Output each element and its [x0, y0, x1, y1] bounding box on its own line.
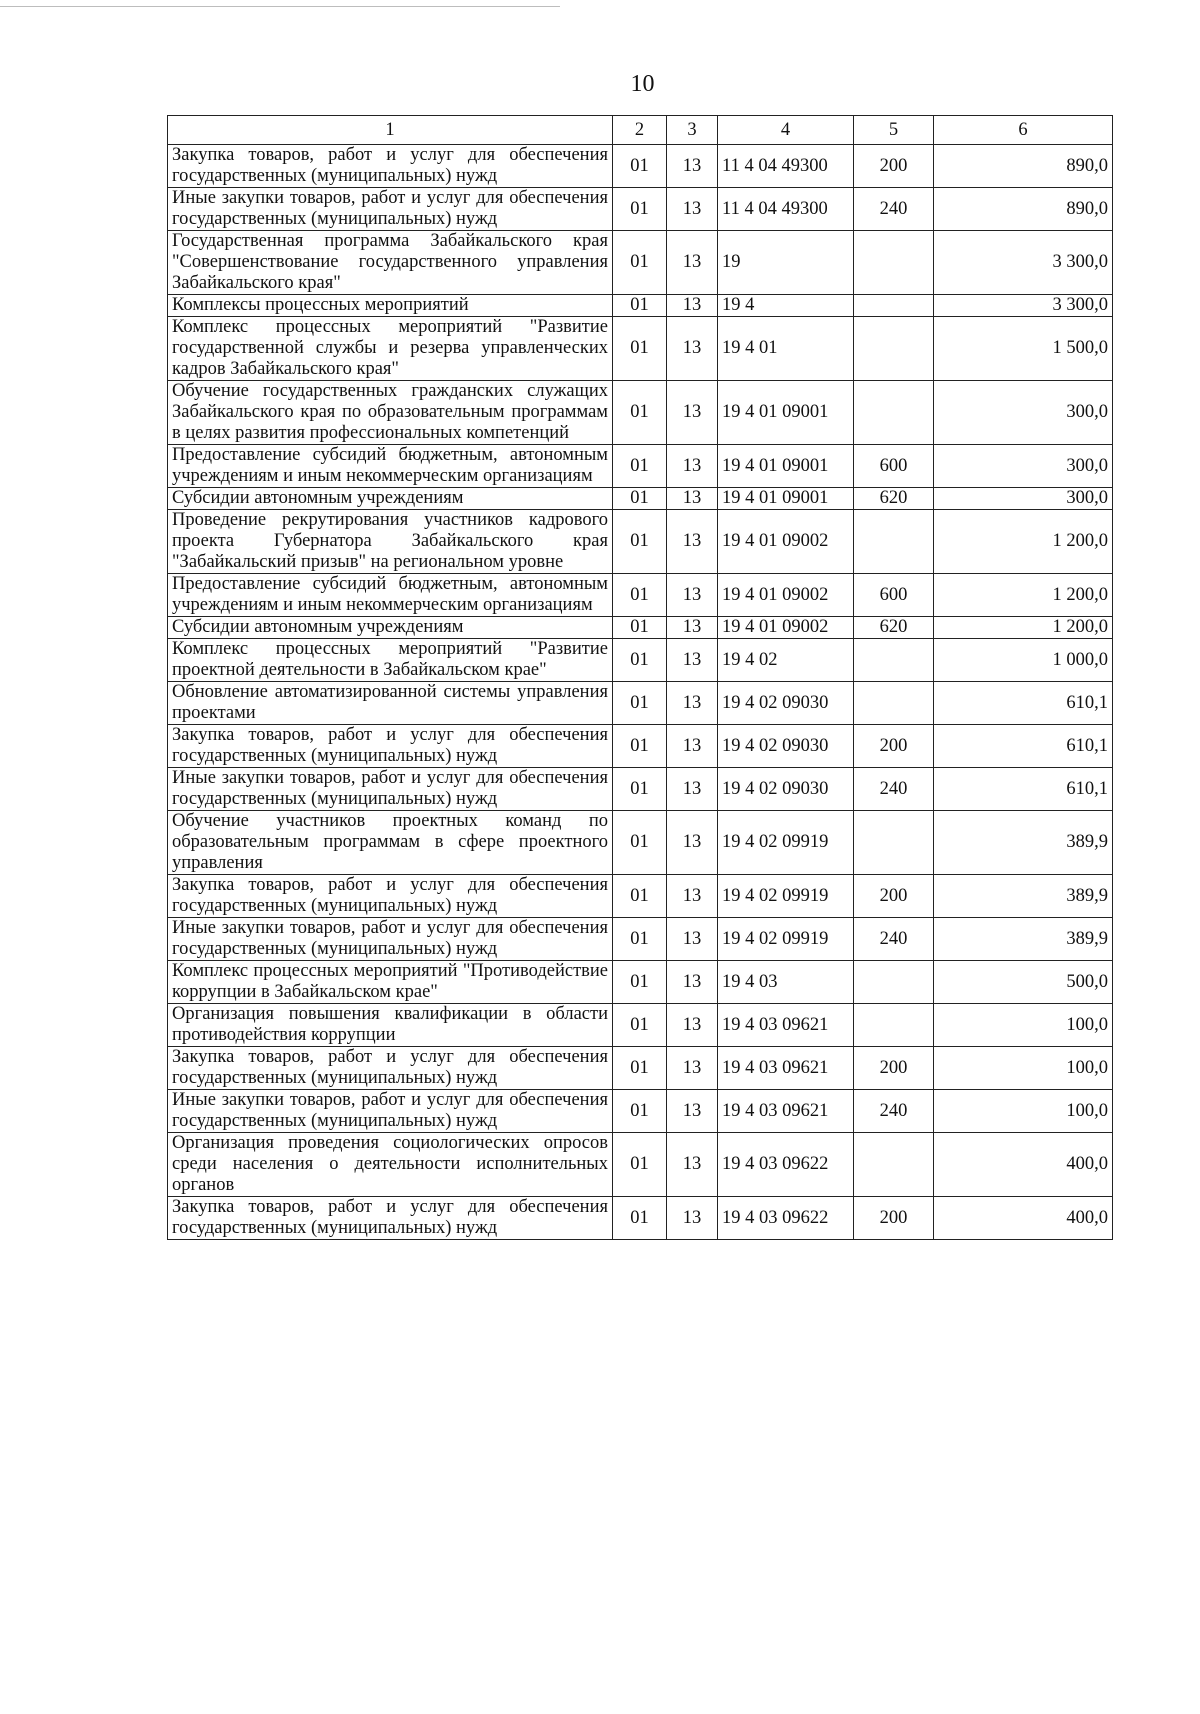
- section-code-cell: 01: [613, 875, 667, 918]
- expense-type-cell: 620: [854, 617, 934, 639]
- section-code-cell: 01: [613, 617, 667, 639]
- section-code-cell: 01: [613, 295, 667, 317]
- expense-type-cell: [854, 381, 934, 445]
- subsection-code-cell: 13: [667, 295, 718, 317]
- table-row: [168, 961, 1113, 1004]
- section-code-cell: 01: [613, 574, 667, 617]
- section-code-cell: 01: [613, 639, 667, 682]
- subsection-code-cell: 13: [667, 1197, 718, 1240]
- table-row: [168, 617, 1113, 639]
- section-code-cell: 01: [613, 768, 667, 811]
- expense-type-cell: 600: [854, 445, 934, 488]
- expense-type-cell: 200: [854, 145, 934, 188]
- subsection-code-cell: 13: [667, 811, 718, 875]
- row-name-cell: Предоставление субсидий бюджетным, автономным учреждениям и иным некоммерческим организациям: [168, 445, 613, 488]
- subsection-code-cell: 13: [667, 768, 718, 811]
- table-row: [168, 875, 1113, 918]
- expense-type-cell: 240: [854, 1090, 934, 1133]
- column-header-2: 2: [613, 116, 667, 145]
- target-article-cell: 19 4 01 09002: [718, 617, 854, 639]
- table-row: [168, 1090, 1113, 1133]
- amount-cell: 500,0: [934, 961, 1113, 1004]
- row-name-cell: Обучение участников проектных команд по образовательным программам в сфере проектного управления: [168, 811, 613, 875]
- row-name-cell: Иные закупки товаров, работ и услуг для обеспечения государственных (муниципальных) нужд: [168, 768, 613, 811]
- expense-type-cell: 200: [854, 875, 934, 918]
- row-name-cell: Субсидии автономным учреждениям: [168, 488, 613, 510]
- amount-cell: 400,0: [934, 1197, 1113, 1240]
- target-article-cell: 19 4 01 09001: [718, 381, 854, 445]
- subsection-code-cell: 13: [667, 961, 718, 1004]
- expense-type-cell: 200: [854, 725, 934, 768]
- row-name-cell: Иные закупки товаров, работ и услуг для обеспечения государственных (муниципальных) нужд: [168, 918, 613, 961]
- table-row: [168, 188, 1113, 231]
- target-article-cell: 19 4 01: [718, 317, 854, 381]
- row-name-cell: Предоставление субсидий бюджетным, автономным учреждениям и иным некоммерческим организациям: [168, 574, 613, 617]
- table-row: [168, 811, 1113, 875]
- row-name-cell: Проведение рекрутирования участников кадрового проекта Губернатора Забайкальского края "Забайкальский призыв" на региональном уровне: [168, 510, 613, 574]
- subsection-code-cell: 13: [667, 725, 718, 768]
- target-article-cell: 19 4 02: [718, 639, 854, 682]
- target-article-cell: 19 4 02 09919: [718, 811, 854, 875]
- subsection-code-cell: 13: [667, 682, 718, 725]
- subsection-code-cell: 13: [667, 188, 718, 231]
- amount-cell: 3 300,0: [934, 231, 1113, 295]
- section-code-cell: 01: [613, 188, 667, 231]
- expense-type-cell: 240: [854, 918, 934, 961]
- amount-cell: 389,9: [934, 811, 1113, 875]
- section-code-cell: 01: [613, 317, 667, 381]
- section-code-cell: 01: [613, 682, 667, 725]
- target-article-cell: 19 4 01 09001: [718, 488, 854, 510]
- amount-cell: 1 500,0: [934, 317, 1113, 381]
- target-article-cell: 11 4 04 49300: [718, 188, 854, 231]
- section-code-cell: 01: [613, 1090, 667, 1133]
- expense-type-cell: 240: [854, 768, 934, 811]
- target-article-cell: 19 4 03 09621: [718, 1090, 854, 1133]
- row-name-cell: Обновление автоматизированной системы управления проектами: [168, 682, 613, 725]
- table-row: [168, 510, 1113, 574]
- subsection-code-cell: 13: [667, 488, 718, 510]
- section-code-cell: 01: [613, 145, 667, 188]
- expense-type-cell: [854, 639, 934, 682]
- subsection-code-cell: 13: [667, 639, 718, 682]
- column-header-6: 6: [934, 116, 1113, 145]
- table-row: [168, 445, 1113, 488]
- subsection-code-cell: 13: [667, 317, 718, 381]
- table-row: [168, 682, 1113, 725]
- row-name-cell: Комплекс процессных мероприятий "Развитие государственной службы и резерва управленческих кадров Забайкальского края": [168, 317, 613, 381]
- expense-type-cell: 240: [854, 188, 934, 231]
- table-row: [168, 1047, 1113, 1090]
- row-name-cell: Закупка товаров, работ и услуг для обеспечения государственных (муниципальных) нужд: [168, 725, 613, 768]
- row-name-cell: Комплекс процессных мероприятий "Противодействие коррупции в Забайкальском крае": [168, 961, 613, 1004]
- subsection-code-cell: 13: [667, 381, 718, 445]
- subsection-code-cell: 13: [667, 1133, 718, 1197]
- table-row: [168, 488, 1113, 510]
- budget-table: [167, 115, 1113, 1240]
- column-header-5: 5: [854, 116, 934, 145]
- row-name-cell: Закупка товаров, работ и услуг для обеспечения государственных (муниципальных) нужд: [168, 875, 613, 918]
- section-code-cell: 01: [613, 445, 667, 488]
- section-code-cell: 01: [613, 488, 667, 510]
- expense-type-cell: [854, 1004, 934, 1047]
- amount-cell: 890,0: [934, 145, 1113, 188]
- section-code-cell: 01: [613, 231, 667, 295]
- target-article-cell: 19 4 01 09001: [718, 445, 854, 488]
- section-code-cell: 01: [613, 1047, 667, 1090]
- row-name-cell: Комплекс процессных мероприятий "Развитие проектной деятельности в Забайкальском крае": [168, 639, 613, 682]
- amount-cell: 100,0: [934, 1004, 1113, 1047]
- subsection-code-cell: 13: [667, 875, 718, 918]
- table-row: [168, 231, 1113, 295]
- expense-type-cell: [854, 510, 934, 574]
- expense-type-cell: 620: [854, 488, 934, 510]
- expense-type-cell: [854, 682, 934, 725]
- target-article-cell: 19 4 03 09621: [718, 1047, 854, 1090]
- row-name-cell: Иные закупки товаров, работ и услуг для обеспечения государственных (муниципальных) нужд: [168, 1090, 613, 1133]
- table-row: [168, 317, 1113, 381]
- column-header-1: 1: [168, 116, 613, 145]
- amount-cell: 1 200,0: [934, 617, 1113, 639]
- target-article-cell: 19 4 03 09622: [718, 1133, 854, 1197]
- row-name-cell: Организация проведения социологических опросов среди населения о деятельности исполнительных органов: [168, 1133, 613, 1197]
- table-row: [168, 768, 1113, 811]
- row-name-cell: Обучение государственных гражданских служащих Забайкальского края по образовательным программам в целях развития профессиональных компетенций: [168, 381, 613, 445]
- expense-type-cell: [854, 231, 934, 295]
- row-name-cell: Субсидии автономным учреждениям: [168, 617, 613, 639]
- table-row: [168, 639, 1113, 682]
- subsection-code-cell: 13: [667, 1047, 718, 1090]
- column-header-3: 3: [667, 116, 718, 145]
- section-code-cell: 01: [613, 1004, 667, 1047]
- expense-type-cell: [854, 295, 934, 317]
- amount-cell: 1 000,0: [934, 639, 1113, 682]
- section-code-cell: 01: [613, 961, 667, 1004]
- target-article-cell: 19 4 03: [718, 961, 854, 1004]
- expense-type-cell: 200: [854, 1197, 934, 1240]
- row-name-cell: Государственная программа Забайкальского края "Совершенствование государственного управления Забайкальского края": [168, 231, 613, 295]
- subsection-code-cell: 13: [667, 145, 718, 188]
- expense-type-cell: [854, 1133, 934, 1197]
- section-code-cell: 01: [613, 811, 667, 875]
- expense-type-cell: [854, 811, 934, 875]
- row-name-cell: Комплексы процессных мероприятий: [168, 295, 613, 317]
- section-code-cell: 01: [613, 510, 667, 574]
- subsection-code-cell: 13: [667, 1090, 718, 1133]
- amount-cell: 400,0: [934, 1133, 1113, 1197]
- amount-cell: 610,1: [934, 768, 1113, 811]
- amount-cell: 1 200,0: [934, 510, 1113, 574]
- section-code-cell: 01: [613, 381, 667, 445]
- amount-cell: 610,1: [934, 725, 1113, 768]
- row-name-cell: Закупка товаров, работ и услуг для обеспечения государственных (муниципальных) нужд: [168, 1047, 613, 1090]
- row-name-cell: Организация повышения квалификации в области противодействия коррупции: [168, 1004, 613, 1047]
- target-article-cell: 19: [718, 231, 854, 295]
- section-code-cell: 01: [613, 1133, 667, 1197]
- amount-cell: 3 300,0: [934, 295, 1113, 317]
- row-name-cell: Иные закупки товаров, работ и услуг для обеспечения государственных (муниципальных) нужд: [168, 188, 613, 231]
- table-row: [168, 1004, 1113, 1047]
- table-row: [168, 295, 1113, 317]
- target-article-cell: 19 4 02 09030: [718, 682, 854, 725]
- section-code-cell: 01: [613, 918, 667, 961]
- row-name-cell: Закупка товаров, работ и услуг для обеспечения государственных (муниципальных) нужд: [168, 1197, 613, 1240]
- subsection-code-cell: 13: [667, 574, 718, 617]
- amount-cell: 300,0: [934, 488, 1113, 510]
- subsection-code-cell: 13: [667, 510, 718, 574]
- expense-type-cell: [854, 317, 934, 381]
- expense-type-cell: 600: [854, 574, 934, 617]
- amount-cell: 100,0: [934, 1090, 1113, 1133]
- amount-cell: 389,9: [934, 918, 1113, 961]
- target-article-cell: 19 4 03 09621: [718, 1004, 854, 1047]
- amount-cell: 300,0: [934, 381, 1113, 445]
- target-article-cell: 19 4 03 09622: [718, 1197, 854, 1240]
- subsection-code-cell: 13: [667, 617, 718, 639]
- subsection-code-cell: 13: [667, 445, 718, 488]
- table-body: [168, 145, 1113, 1240]
- subsection-code-cell: 13: [667, 231, 718, 295]
- target-article-cell: 19 4 02 09919: [718, 918, 854, 961]
- header-row: [168, 116, 1113, 145]
- table-row: [168, 1197, 1113, 1240]
- target-article-cell: 19 4 02 09919: [718, 875, 854, 918]
- row-name-cell: Закупка товаров, работ и услуг для обеспечения государственных (муниципальных) нужд: [168, 145, 613, 188]
- target-article-cell: 19 4 01 09002: [718, 574, 854, 617]
- target-article-cell: 19 4 02 09030: [718, 768, 854, 811]
- table-row: [168, 918, 1113, 961]
- section-code-cell: 01: [613, 1197, 667, 1240]
- amount-cell: 389,9: [934, 875, 1113, 918]
- table-row: [168, 381, 1113, 445]
- scan-top-rule: [0, 6, 560, 7]
- section-code-cell: 01: [613, 725, 667, 768]
- expense-type-cell: [854, 961, 934, 1004]
- amount-cell: 1 200,0: [934, 574, 1113, 617]
- table-row: [168, 145, 1113, 188]
- table-row: [168, 725, 1113, 768]
- subsection-code-cell: 13: [667, 918, 718, 961]
- target-article-cell: 19 4 02 09030: [718, 725, 854, 768]
- amount-cell: 610,1: [934, 682, 1113, 725]
- target-article-cell: 19 4: [718, 295, 854, 317]
- amount-cell: 300,0: [934, 445, 1113, 488]
- table-row: [168, 574, 1113, 617]
- page-number: 10: [630, 71, 655, 97]
- expense-type-cell: 200: [854, 1047, 934, 1090]
- target-article-cell: 19 4 01 09002: [718, 510, 854, 574]
- amount-cell: 890,0: [934, 188, 1113, 231]
- subsection-code-cell: 13: [667, 1004, 718, 1047]
- amount-cell: 100,0: [934, 1047, 1113, 1090]
- table-row: [168, 1133, 1113, 1197]
- target-article-cell: 11 4 04 49300: [718, 145, 854, 188]
- column-header-4: 4: [718, 116, 854, 145]
